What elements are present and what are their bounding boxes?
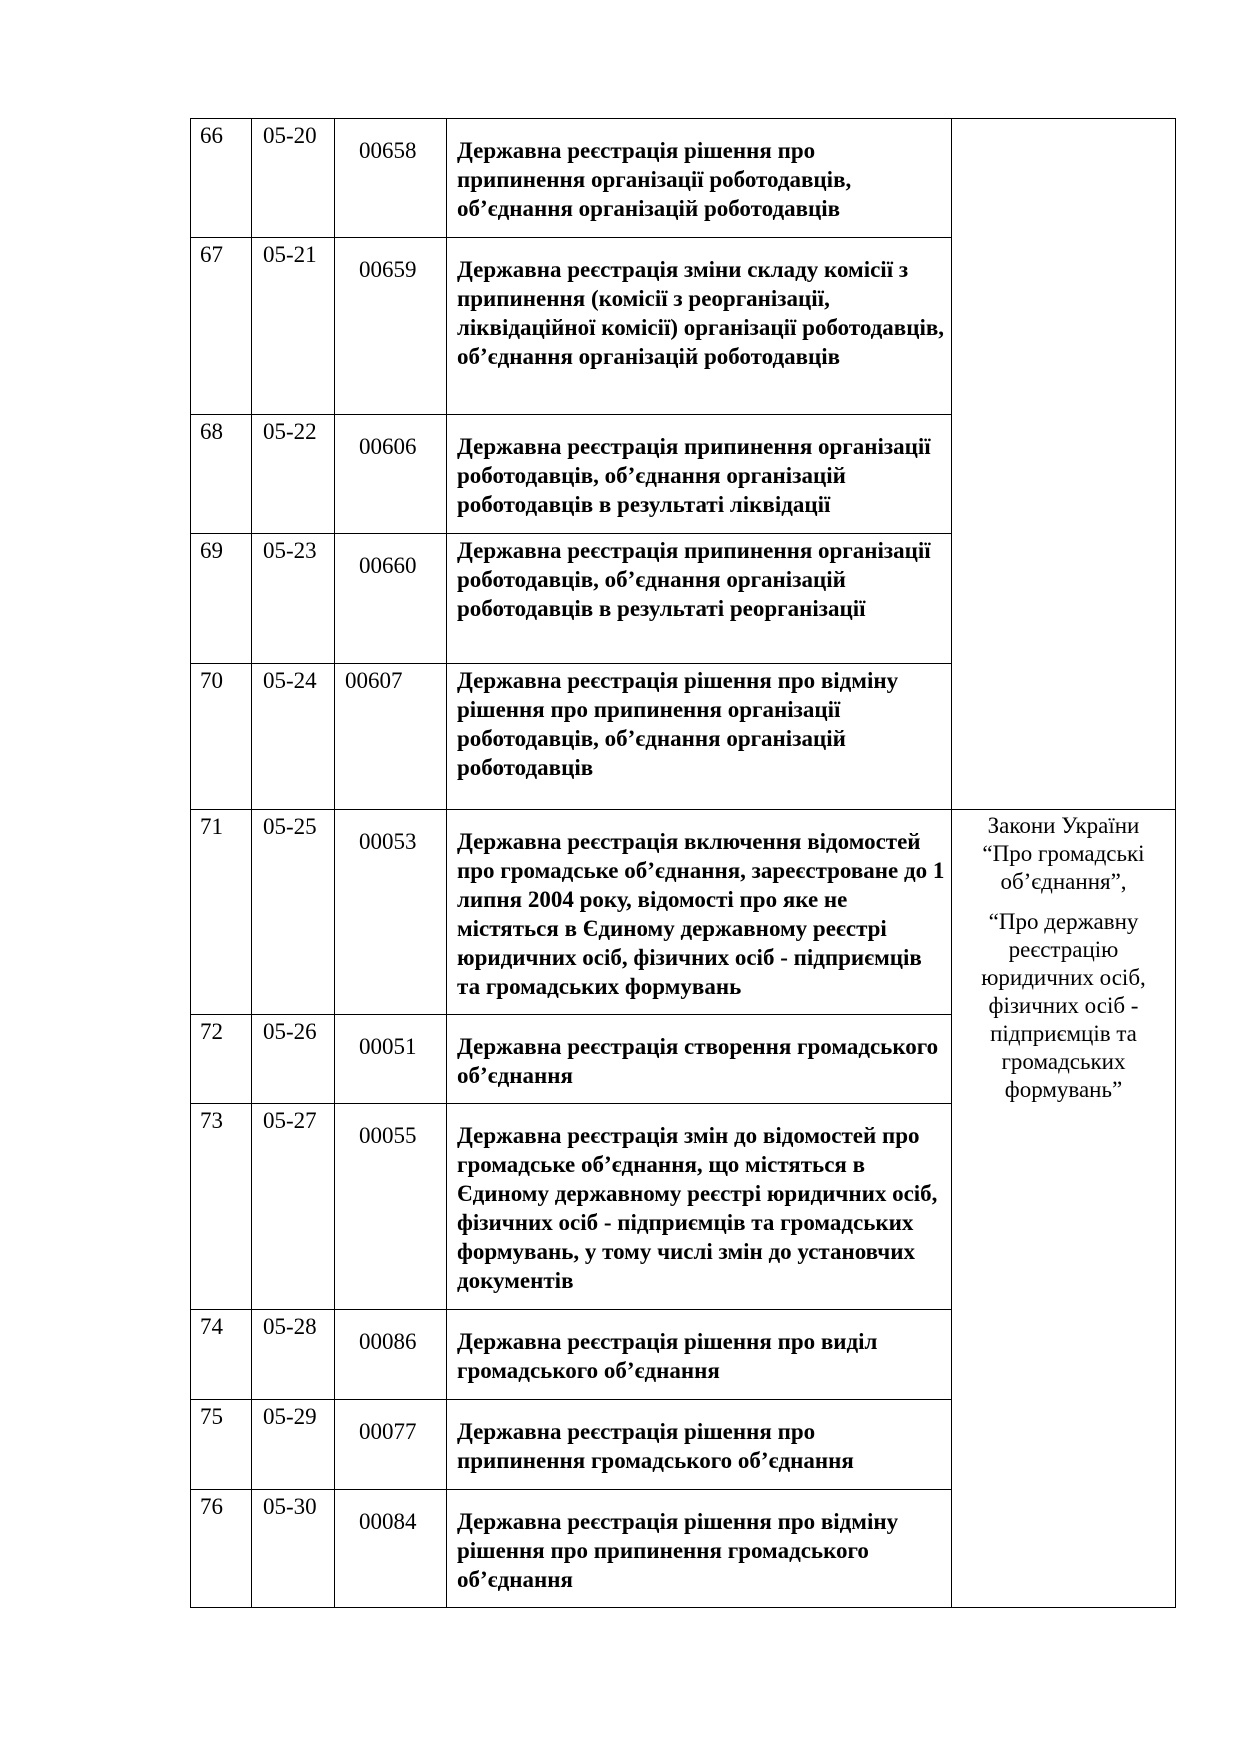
row-number: 76 (191, 1490, 252, 1608)
row-number: 69 (191, 534, 252, 664)
row-number: 67 (191, 238, 252, 415)
row-code: 05-21 (252, 238, 335, 415)
service-id: 00053 (335, 810, 447, 1015)
service-id: 00086 (335, 1310, 447, 1400)
row-code: 05-22 (252, 415, 335, 534)
service-description: Державна реєстрація рішення про припинення організації роботодавців, об’єднання організацій роботодавців (447, 119, 952, 238)
row-number: 74 (191, 1310, 252, 1400)
service-description: Державна реєстрація рішення про припинення громадського об’єднання (447, 1400, 952, 1490)
service-id: 00659 (335, 238, 447, 415)
service-id: 00084 (335, 1490, 447, 1608)
row-number: 75 (191, 1400, 252, 1490)
row-code: 05-24 (252, 664, 335, 810)
law-cell-empty (952, 119, 1176, 810)
row-code: 05-29 (252, 1400, 335, 1490)
service-description: Державна реєстрація зміни складу комісії з припинення (комісії з реорганізації, ліквідаційної комісії) організації роботодавців, об’єднання організацій роботодавців (447, 238, 952, 415)
row-number: 70 (191, 664, 252, 810)
service-description: Державна реєстрація змін до відомостей про громадське об’єднання, що містяться в Єдиному державному реєстрі юридичних осіб, фізичних осіб - підприємців та громадських формувань, у тому числі змін до установчих документів (447, 1104, 952, 1310)
service-id: 00055 (335, 1104, 447, 1310)
service-id: 00658 (335, 119, 447, 238)
service-id: 00051 (335, 1015, 447, 1104)
service-id: 00606 (335, 415, 447, 534)
service-id: 00077 (335, 1400, 447, 1490)
row-code: 05-28 (252, 1310, 335, 1400)
service-description: Державна реєстрація рішення про відміну рішення про припинення організації роботодавців, об’єднання організацій роботодавців (447, 664, 952, 810)
service-description: Державна реєстрація включення відомостей про громадське об’єднання, зареєстроване до 1 липня 2004 року, відомості про яке не містяться в Єдиному державному реєстрі юридичних осіб, фізичних осіб - підприємців та громадських формувань (447, 810, 952, 1015)
service-description: Державна реєстрація створення громадського об’єднання (447, 1015, 952, 1104)
service-description: Державна реєстрація припинення організації роботодавців, об’єднання організацій роботодавців в результаті ліквідації (447, 415, 952, 534)
table-row (191, 810, 1176, 1015)
legal-basis-part1: Закони України “Про громадські об’єднання”, (982, 813, 1145, 894)
service-id: 00660 (335, 534, 447, 664)
service-id: 00607 (335, 664, 447, 810)
row-number: 72 (191, 1015, 252, 1104)
service-description: Державна реєстрація рішення про відміну рішення про припинення громадського об’єднання (447, 1490, 952, 1608)
row-number: 68 (191, 415, 252, 534)
service-description: Державна реєстрація рішення про виділ громадського об’єднання (447, 1310, 952, 1400)
legal-basis-part2: “Про державну реєстрацію юридичних осіб, фізичних осіб - підприємців та громадських формувань” (981, 909, 1146, 1102)
table-row (191, 119, 1176, 238)
services-table (190, 118, 1176, 1608)
row-code: 05-23 (252, 534, 335, 664)
row-code: 05-30 (252, 1490, 335, 1608)
row-code: 05-27 (252, 1104, 335, 1310)
legal-basis-cell (952, 810, 1176, 1608)
row-code: 05-26 (252, 1015, 335, 1104)
row-number: 66 (191, 119, 252, 238)
row-code: 05-20 (252, 119, 335, 238)
row-code: 05-25 (252, 810, 335, 1015)
row-number: 71 (191, 810, 252, 1015)
row-number: 73 (191, 1104, 252, 1310)
service-description: Державна реєстрація припинення організації роботодавців, об’єднання організацій роботодавців в результаті реорганізації (447, 534, 952, 664)
